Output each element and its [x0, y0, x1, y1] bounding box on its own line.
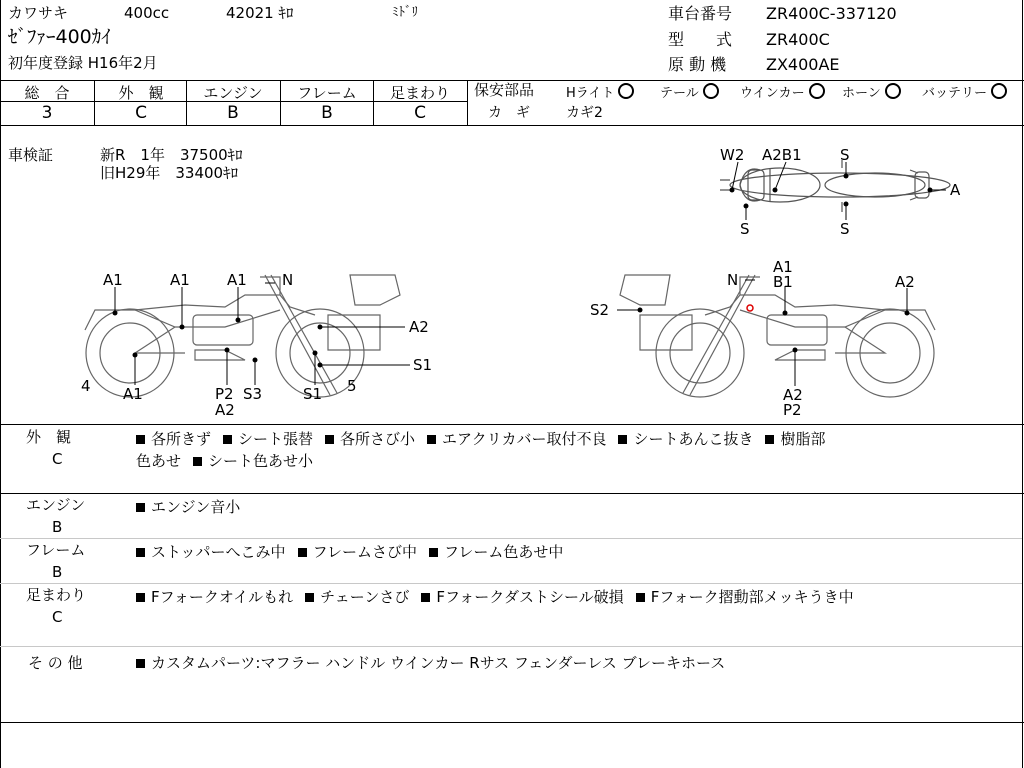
report-item: チェーンさび: [320, 588, 410, 606]
model-name: ｾﾞﾌｧｰ400ｶｲ: [8, 26, 111, 48]
diag-label: 5: [347, 377, 357, 395]
bullet-square-icon: [298, 548, 307, 557]
divider-report-bottom: [0, 722, 1024, 723]
grade-frame: B: [321, 103, 333, 123]
ok-circle-icon: [618, 83, 634, 99]
maker: カワサキ: [8, 4, 69, 22]
safety-item-horn: ホーン: [842, 83, 901, 100]
marker-red: [747, 305, 753, 311]
bullet-square-icon: [136, 593, 145, 602]
report-item: 色あせ: [136, 452, 182, 470]
diag-label: A2: [409, 318, 429, 336]
grade-suspension: C: [414, 103, 426, 123]
bullet-square-icon: [136, 435, 145, 444]
report-item: Fフォークオイルもれ: [151, 588, 294, 606]
diag-label: B1: [773, 273, 793, 291]
report-item: フレーム色あせ中: [443, 543, 564, 561]
diag-label: P2: [783, 401, 802, 419]
bike-right-view-diagram: [585, 258, 950, 420]
report-item: ストッパーへこみ中: [151, 543, 286, 561]
diag-label: S1: [303, 385, 323, 403]
engine-label: 原 動 機: [668, 55, 727, 74]
bullet-square-icon: [136, 659, 145, 668]
report-line: [136, 586, 866, 608]
report-line: [136, 541, 575, 563]
report-label: エンジン: [26, 496, 86, 514]
grade-exterior: C: [135, 103, 147, 123]
ok-circle-icon: [991, 83, 1007, 99]
inspection-label: 車検証: [8, 146, 54, 164]
diag-label: S: [840, 220, 850, 238]
diag-label: A2: [895, 273, 915, 291]
diag-label: N: [282, 271, 294, 289]
frame-no: ZR400C-337120: [766, 4, 897, 23]
grade-engine: B: [227, 103, 239, 123]
safety-item-winker: ウインカー: [740, 83, 825, 100]
diag-label: S: [840, 146, 850, 164]
diag-label: A1: [123, 385, 143, 403]
bullet-square-icon: [618, 435, 627, 444]
diag-label: A1: [103, 271, 123, 289]
divider-report-1: [0, 493, 1024, 494]
diag-label: S1: [413, 356, 433, 374]
diag-label: 4: [81, 377, 91, 395]
type-value: ZR400C: [766, 30, 830, 49]
report-line: [136, 496, 252, 518]
bullet-square-icon: [136, 503, 145, 512]
report-grade: C: [52, 608, 63, 626]
divider-report-3: [0, 583, 1022, 584]
key-value: カギ2: [566, 105, 603, 121]
report-line: [136, 428, 837, 450]
frame-no-label: 車台番号: [668, 4, 733, 23]
report-item: エンジン音小: [151, 498, 241, 516]
bullet-square-icon: [325, 435, 334, 444]
grade-header-frame: フレーム: [297, 84, 357, 102]
report-label: フレーム: [26, 541, 86, 559]
grade-col-line: [467, 80, 468, 125]
bullet-square-icon: [421, 593, 430, 602]
bullet-square-icon: [427, 435, 436, 444]
bullet-square-icon: [193, 457, 202, 466]
report-item: 各所さび小: [340, 430, 416, 448]
safety-item-headlight: Hライト: [566, 83, 634, 100]
divider-report-2: [0, 538, 1022, 539]
report-label: 外 観: [26, 428, 72, 446]
diag-label: A2B1: [762, 146, 802, 164]
safety-parts-label: 保安部品: [474, 81, 535, 99]
bike-left-view-diagram: [75, 265, 450, 420]
engine-value: ZX400AE: [766, 55, 840, 74]
bullet-square-icon: [429, 548, 438, 557]
report-item: シート色あせ小: [208, 452, 314, 470]
report-item: エアクリカバー取付不良: [442, 430, 607, 448]
first-registration: 初年度登録 H16年2月: [8, 54, 158, 72]
grade-header-engine: エンジン: [203, 84, 263, 102]
grade-header-exterior: 外 観: [118, 84, 164, 102]
bullet-square-icon: [223, 435, 232, 444]
type-label: 型 式: [668, 30, 733, 49]
other-text: カスタムパーツ:マフラー ハンドル ウインカー Rサス フェンダーレス ブレーキホース: [136, 656, 725, 671]
diag-label: A2: [215, 401, 235, 419]
key-label: カ ギ: [488, 105, 530, 121]
diag-label: A2: [783, 386, 803, 404]
ok-circle-icon: [885, 83, 901, 99]
other-label: そ の 他: [28, 654, 83, 672]
report-item: 樹脂部: [780, 430, 826, 448]
outer-border-left: [0, 0, 1, 768]
diag-label: A: [950, 181, 961, 199]
report-item: フレームさび中: [312, 543, 417, 561]
bike-top-view-diagram: [700, 140, 980, 240]
bullet-square-icon: [636, 593, 645, 602]
safety-item-tail: テール: [660, 83, 719, 100]
ok-circle-icon: [809, 83, 825, 99]
safety-item-battery: バッテリー: [922, 83, 1007, 100]
divider-grade-bottom: [0, 125, 1024, 126]
inspection-new: 新R 1年 37500ｷﾛ: [100, 146, 243, 164]
ok-circle-icon: [703, 83, 719, 99]
inspection-old: 旧H29年 33400ｷﾛ: [100, 164, 239, 182]
bullet-square-icon: [305, 593, 314, 602]
bullet-square-icon: [765, 435, 774, 444]
color: ﾐﾄﾞﾘ: [392, 5, 418, 20]
bullet-square-icon: [136, 548, 145, 557]
grade-header-suspension: 足まわり: [389, 84, 450, 102]
report-item: シート張替: [238, 430, 314, 448]
mileage: 42021 ｷﾛ: [226, 4, 294, 22]
report-item: Fフォーク摺動部メッキうき中: [650, 588, 854, 606]
diag-label: A1: [227, 271, 247, 289]
diag-label: A1: [170, 271, 190, 289]
report-line: [136, 450, 325, 472]
diag-label: N: [727, 271, 739, 289]
report-item: Fフォークダストシール破損: [436, 588, 624, 606]
report-grade: B: [52, 518, 63, 536]
diag-label: A1: [773, 258, 793, 276]
divider-report-4: [0, 646, 1022, 647]
grade-overall: 3: [41, 103, 53, 123]
report-grade: C: [52, 450, 63, 468]
diag-label: P2: [215, 385, 234, 403]
diag-label: S: [740, 220, 750, 238]
diag-label: S3: [243, 385, 263, 403]
outer-border-right: [1022, 0, 1023, 768]
diag-label: S2: [590, 301, 610, 319]
displacement: 400cc: [124, 4, 170, 22]
report-item: シートあんこ抜き: [633, 430, 754, 448]
grade-header-overall: 総 合: [24, 84, 70, 102]
report-grade: B: [52, 563, 63, 581]
divider-diagram-bottom: [0, 424, 1024, 425]
diag-label: W2: [720, 146, 745, 164]
report-item: 各所きず: [151, 430, 212, 448]
report-label: 足まわり: [26, 586, 87, 604]
